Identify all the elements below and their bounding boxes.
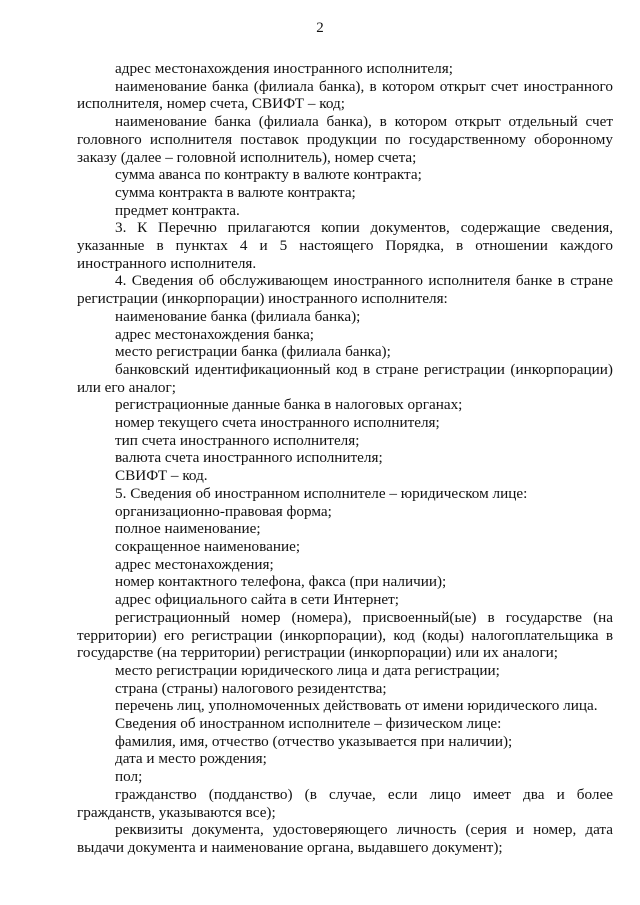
paragraph: СВИФТ – код. — [115, 467, 208, 485]
paragraph: 4. Сведения об обслуживающем иностранного исполнителя банке в стране регистрации (инкорпорации) иностранного исполнителя: — [77, 272, 613, 308]
paragraph: сумма аванса по контракту в валюте контракта; — [115, 166, 422, 184]
paragraph: реквизиты документа, удостоверяющего личность (серия и номер, дата выдачи документа и наименование органа, выдавшего документ); — [77, 821, 613, 856]
paragraph: 3. К Перечню прилагаются копии документов, содержащие сведения, указанные в пунктах 4 и 5 настоящего Порядка, в отношении каждого иностранного исполнителя. — [77, 219, 613, 272]
paragraph: тип счета иностранного исполнителя; — [115, 431, 360, 449]
paragraph: адрес местонахождения; — [115, 555, 274, 573]
paragraph: сокращенное наименование; — [115, 537, 301, 555]
paragraph: перечень лиц, уполномоченных действовать от имени юридического лица. — [115, 697, 598, 715]
paragraph: страна (страны) налогового резидентства; — [115, 679, 387, 697]
paragraph: регистрационный номер (номера), присвоенный(ые) в государстве (на территории) его регистрации (инкорпорации), код (коды) налогоплательщика в государстве (на территории) регистрации (инкорпорации) или их аналоги; — [77, 608, 613, 662]
paragraph: адрес местонахождения банка; — [115, 325, 315, 343]
paragraph: фамилия, имя, отчество (отчество указывается при наличии); — [115, 732, 513, 750]
paragraph: номер контактного телефона, факса (при наличии); — [115, 573, 447, 591]
paragraph: наименование банка (филиала банка), в котором открыт счет иностранного исполнителя, номер счета, СВИФТ – код; — [77, 77, 613, 113]
paragraph: дата и место рождения; — [115, 750, 267, 768]
paragraph: пол; — [115, 768, 143, 786]
paragraph: предмет контракта. — [115, 201, 240, 219]
paragraph: адрес официального сайта в сети Интернет; — [115, 591, 400, 609]
paragraph: место регистрации банка (филиала банка); — [115, 343, 391, 361]
paragraph: организационно-правовая форма; — [115, 502, 332, 520]
paragraph: наименование банка (филиала банка); — [115, 307, 361, 325]
paragraph: номер текущего счета иностранного исполнителя; — [115, 414, 440, 432]
paragraph: адрес местонахождения иностранного исполнителя; — [115, 60, 453, 77]
paragraph: сумма контракта в валюте контракта; — [115, 183, 356, 201]
paragraph: полное наименование; — [115, 520, 261, 538]
paragraph: валюта счета иностранного исполнителя; — [115, 449, 383, 467]
paragraph: банковский идентификационный код в стране регистрации (инкорпорации) или его аналог; — [77, 360, 613, 396]
paragraph: регистрационные данные банка в налоговых органах; — [115, 396, 463, 414]
paragraph: гражданство (подданство) (в случае, если лицо имеет два и более гражданств, указываются все); — [77, 785, 613, 821]
page-number: 2 — [316, 20, 324, 36]
paragraph: Сведения об иностранном исполнителе – физическом лице: — [115, 715, 502, 733]
paragraph: наименование банка (филиала банка), в котором открыт отдельный счет головного исполнителя поставок продукции по государственному оборонному заказу (далее – головной исполнитель), номер счета; — [77, 113, 613, 166]
paragraph: 5. Сведения об иностранном исполнителе – юридическом лице: — [115, 484, 528, 502]
paragraph: место регистрации юридического лица и дата регистрации; — [115, 661, 500, 679]
document-body — [77, 60, 613, 857]
